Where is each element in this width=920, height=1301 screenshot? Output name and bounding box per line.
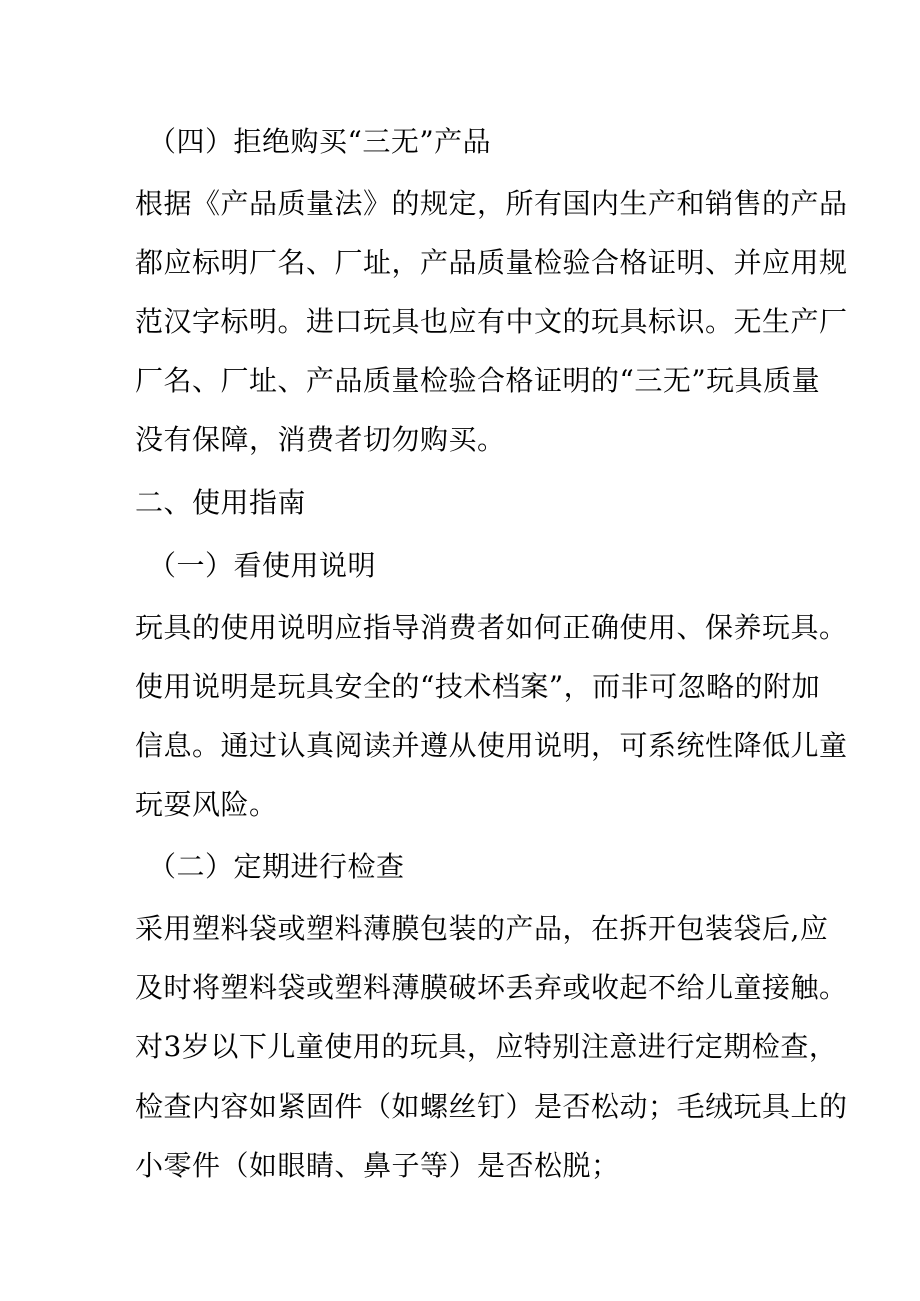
paragraph-line: 玩耍风险。 xyxy=(135,788,278,821)
paragraph-line: 小零件（如眼睛、鼻子等）是否松脱； xyxy=(135,1149,620,1182)
paragraph-line: 厂名、厂址、产品质量检验合格证明的“三无”玩具质量 xyxy=(135,364,821,397)
paragraph-line: 都应标明厂名、厂址，产品质量检验合格证明、并应用规 xyxy=(135,246,848,279)
paragraph-line: 采用塑料袋或塑料薄膜包装的产品，在拆开包装袋后,应 xyxy=(135,912,829,945)
paragraph-line: 根据《产品质量法》的规定，所有国内生产和销售的产品 xyxy=(135,187,848,220)
section-heading-reject-three-no: （四）拒绝购买“三无”产品 xyxy=(148,125,492,158)
subsection-heading-regular-inspection: （二）定期进行检查 xyxy=(148,850,405,883)
paragraph-line: 及时将塑料袋或塑料薄膜破坏丢弃或收起不给儿童接触。 xyxy=(135,971,848,1004)
paragraph-line: 范汉字标明。进口玩具也应有中文的玩具标识。无生产厂 xyxy=(135,305,848,338)
paragraph-line: 玩具的使用说明应指导消费者如何正确使用、保养玩具。 xyxy=(135,611,848,644)
paragraph-line: 信息。通过认真阅读并遵从使用说明，可系统性降低儿童 xyxy=(135,729,848,762)
paragraph-line: 没有保障，消费者切勿购买。 xyxy=(135,423,506,456)
paragraph-line: 使用说明是玩具安全的“技术档案”，而非可忽略的附加 xyxy=(135,670,821,703)
section-heading-usage-guide: 二、使用指南 xyxy=(135,486,307,519)
subsection-heading-read-instructions: （一）看使用说明 xyxy=(148,549,377,582)
paragraph-line: 检查内容如紧固件（如螺丝钉）是否松动；毛绒玩具上的 xyxy=(135,1090,848,1123)
paragraph-line: 对3岁以下儿童使用的玩具，应特别注意进行定期检查， xyxy=(135,1030,838,1063)
